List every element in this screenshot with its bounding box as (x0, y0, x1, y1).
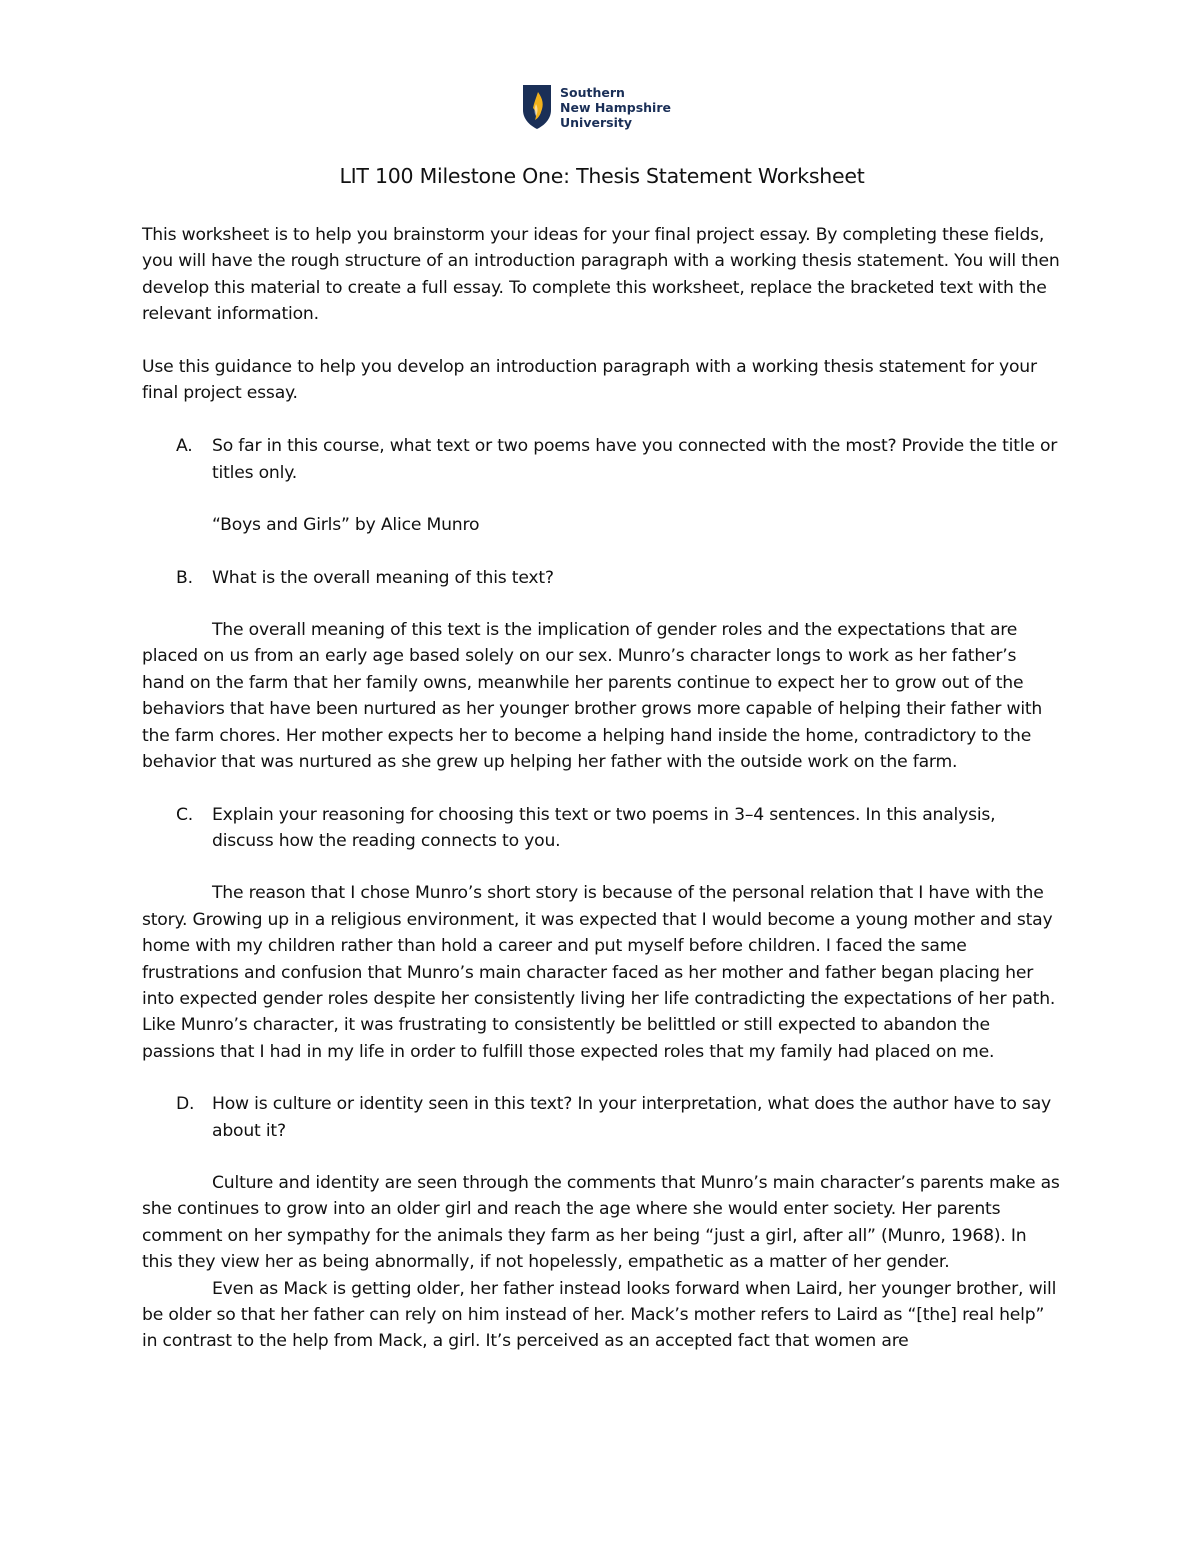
question-d-text: How is culture or identity seen in this text? In your interpretation, what does the author have to say about it? (212, 1094, 1052, 1141)
page-title: LIT 100 Milestone One: Thesis Statement Worksheet (339, 164, 865, 188)
question-b-text: What is the overall meaning of this text? (212, 567, 554, 588)
university-logo (522, 84, 671, 130)
intro-paragraph-2: Use this guidance to help you develop an introduction paragraph with a working thesis statement for your final project essay. (142, 356, 1037, 404)
question-c-text: Explain your reasoning for choosing this text or two poems in 3–4 sentences. In this analysis, discuss how the reading connects to you. (212, 804, 996, 851)
question-a-text: So far in this course, what text or two poems have you connected with the most? Provide the title or titles only. (212, 436, 1058, 483)
question-b (142, 565, 1062, 591)
question-c-letter: C. (176, 804, 194, 825)
question-d-letter: D. (176, 1094, 195, 1115)
answer-d-paragraph-1: Culture and identity are seen through the comments that Munro’s main character’s parents make as she continues to grow into an older girl and reach the age where she would enter society. Her parents comment on her sympathy for the animals they farm as her being “just a girl, after all” (Munro, 1968). In this they view her as being abnormally, if not hopelessly, empathetic as a matter of her gender. (142, 1172, 1060, 1273)
logo-line-2: New Hampshire (560, 100, 671, 115)
answer-c: The reason that I chose Munro’s short story is because of the personal relation that I have with the story. Growing up in a religious environment, it was expected that I would become a young mother and stay home with my children rather than hold a career and put myself before children. I faced the same frustrations and confusion that Munro’s main character faced as her mother and father began placing her into expected gender roles despite her consistently living her life contradicting the expectations of her path. Like Munro’s character, it was frustrating to consistently be belittled or still expected to abandon the passions that I had in my life in order to fulfill those expected roles that my family had placed on me. (142, 883, 1056, 1062)
question-b-letter: B. (176, 567, 193, 588)
question-a-letter: A. (176, 436, 193, 457)
document-body (142, 161, 1062, 1355)
answer-d-paragraph-2: Even as Mack is getting older, her father instead looks forward when Laird, her younger brother, will be older so that her father can rely on him instead of her. Mack’s mother refers to Laird as “[the] real help” in contrast to the help from Mack, a girl. It’s perceived as an accepted fact that women are (142, 1278, 1057, 1352)
logo-wordmark (560, 85, 671, 130)
shield-flame-icon (522, 84, 552, 130)
question-a (142, 433, 1062, 486)
answer-a: “Boys and Girls” by Alice Munro (212, 515, 480, 536)
question-c (142, 802, 1062, 855)
logo-line-1: Southern (560, 85, 625, 100)
logo-line-3: University (560, 115, 632, 130)
intro-paragraph-1: This worksheet is to help you brainstorm your ideas for your final project essay. By completing these fields, you will have the rough structure of an introduction paragraph with a working thesis statement. You will then develop this material to create a full essay. To complete this worksheet, replace the bracketed text with the relevant information. (142, 225, 1060, 325)
question-d (142, 1091, 1062, 1144)
answer-b: The overall meaning of this text is the implication of gender roles and the expectations that are placed on us from an early age based solely on our sex. Munro’s character longs to work as her father’s hand on the farm that her family owns, meanwhile her parents continue to expect her to grow out of the behaviors that have been nurtured as her younger brother grows more capable of helping their father with the farm chores. Her mother expects her to become a helping hand inside the home, contradictory to the behavior that was nurtured as she grew up helping her father with the outside work on the farm. (142, 620, 1043, 773)
